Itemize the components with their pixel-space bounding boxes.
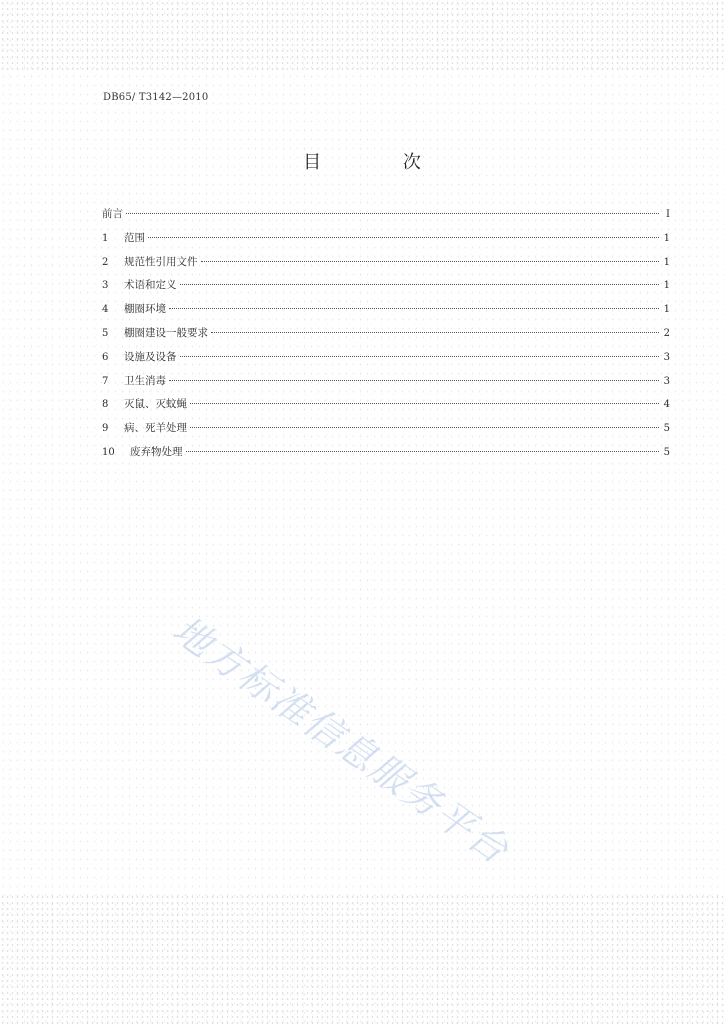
toc-entry-label: 病、死羊处理 — [124, 422, 187, 435]
toc-entry-label: 棚圈建设一般要求 — [124, 326, 208, 339]
toc-entry-label: 设施及设备 — [124, 350, 177, 363]
page-title: 目 次 — [303, 152, 459, 173]
toc-entry-page: 1 — [663, 280, 670, 292]
toc-entry-number: 3 — [102, 280, 109, 292]
toc-entry-number: 9 — [102, 423, 109, 435]
toc-entry-page: 1 — [663, 256, 670, 268]
toc-entry-label: 范围 — [124, 231, 145, 244]
toc-entry-number: 6 — [102, 351, 109, 363]
toc-entry-number: 5 — [102, 327, 109, 339]
toc-entry-page: 3 — [663, 351, 670, 363]
watermark-text: 地方标准信息服务平台 — [164, 607, 518, 873]
toc-entry-number: 7 — [102, 375, 109, 387]
toc-entry-number: 4 — [102, 304, 109, 316]
toc-entry-label: 卫生消毒 — [124, 374, 166, 387]
toc-entry-number: 1 — [102, 232, 109, 244]
toc-entry-page: 3 — [663, 375, 670, 387]
toc-entry-label: 术语和定义 — [124, 279, 177, 292]
toc-entry-number: 10 — [102, 446, 115, 458]
toc-entry-number: 8 — [102, 399, 109, 411]
toc-entry-page: 2 — [663, 327, 670, 339]
toc-entry-page: 1 — [663, 304, 670, 316]
toc-entry-number: 2 — [102, 256, 109, 268]
toc-entry-label: 灭鼠、灭蚊蝇 — [124, 398, 187, 411]
toc-entry-page: I — [666, 209, 670, 220]
toc-entry-page: 4 — [663, 399, 670, 411]
toc-entry-page: 5 — [663, 423, 670, 435]
toc-entry-page: 5 — [663, 446, 670, 458]
document-code: DB65/ T3142—2010 — [103, 92, 209, 103]
toc-entry-page: 1 — [663, 232, 670, 244]
toc-entry-label: 废弃物处理 — [130, 445, 183, 458]
toc-entry-label: 前言 — [102, 208, 123, 220]
toc-entry-label: 规范性引用文件 — [124, 255, 198, 268]
toc-entry-label: 棚圈环境 — [124, 303, 166, 316]
